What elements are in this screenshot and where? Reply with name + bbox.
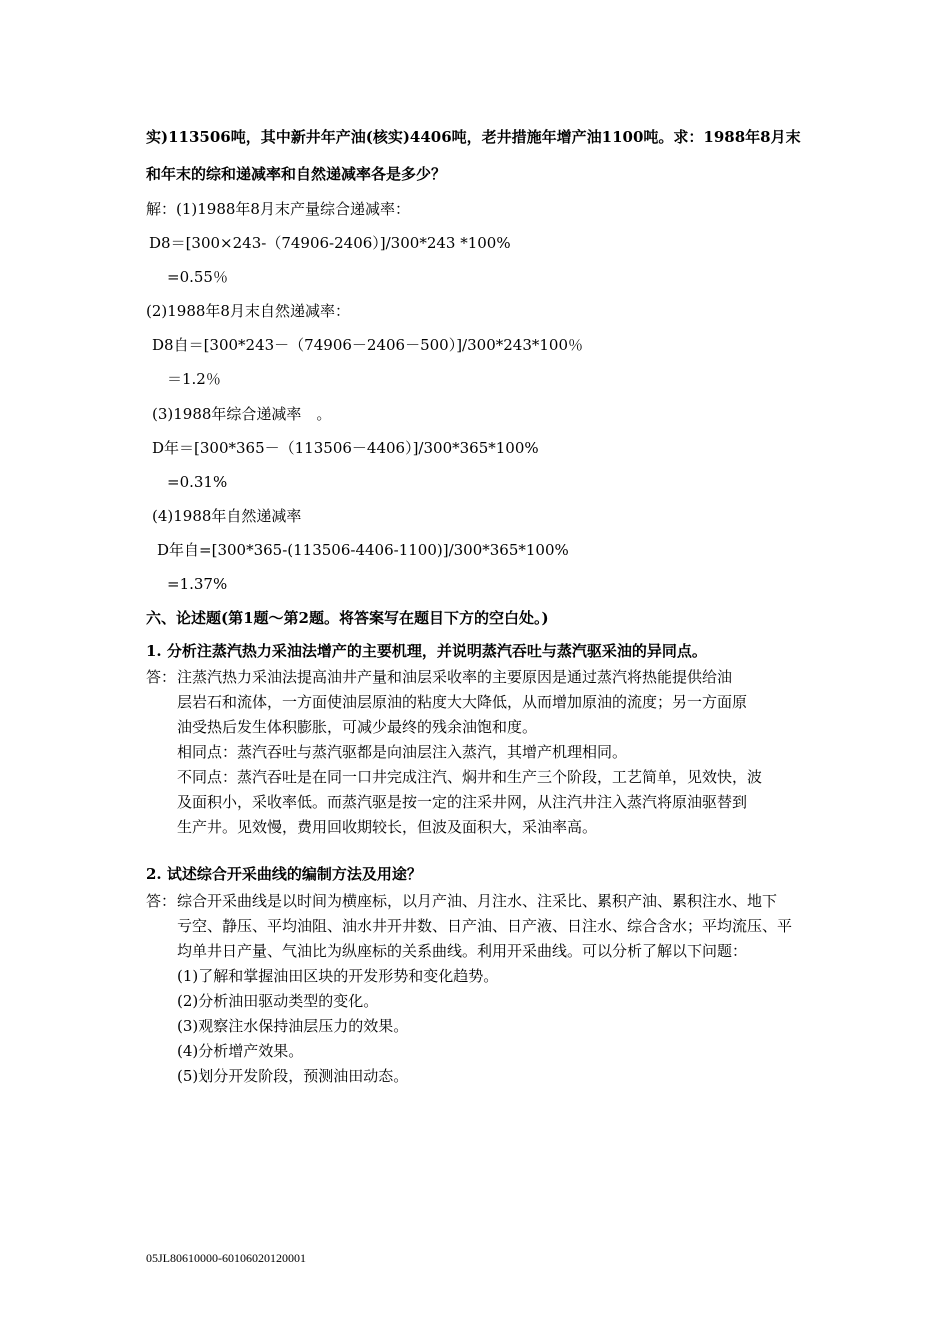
answer-1-line: 相同点：蒸汽吞吐与蒸汽驱都是向油层注入蒸汽，其增产机理相同。 [177, 743, 628, 761]
formula-2: D8自＝[300*243－（74906－2406－500）]/300*243*100％ [152, 336, 584, 354]
heading-3: (3)1988年综合递减率 。 [152, 405, 332, 423]
answer-1-line: 不同点：蒸汽吞吐是在同一口井完成注汽、焖井和生产三个阶段，工艺简单，见效快，波 [177, 768, 763, 786]
answer-1-line: 油受热后发生体积膨胀，可减少最终的残余油饱和度。 [177, 718, 538, 736]
result-3: =0.31% [167, 473, 228, 491]
answer-label-1: 答： [146, 668, 177, 686]
result-1: =0.55％ [167, 268, 228, 286]
answer-2-line: (5)划分开发阶段，预测油田动态。 [177, 1067, 409, 1085]
answer-2-line: (4)分析增产效果。 [177, 1042, 304, 1060]
answer-2-line: 亏空、静压、平均油阻、油水井开井数、日产油、日产液、日注水、综合含水；平均流压、平 [177, 917, 793, 935]
answer-2-line: 综合开采曲线是以时间为横座标，以月产油、月注水、注采比、累积产油、累积注水、地下 [177, 892, 778, 910]
answer-1-line: 层岩石和流体，一方面使油层原油的粘度大大降低，从而增加原油的流度；另一方面原 [177, 693, 748, 711]
problem-line-1: 实)113506吨，其中新井年产油(核实)4406吨，老井措施年增产油1100吨。求：1988年8月末 [146, 128, 801, 146]
heading-2: (2)1988年8月末自然递减率： [146, 302, 350, 320]
answer-1-line: 生产井。见效慢，费用回收期较长，但波及面积大，采油率高。 [177, 818, 598, 836]
answer-1-line: 注蒸汽热力采油法提高油井产量和油层采收率的主要原因是通过蒸汽将热能提供给油 [177, 668, 733, 686]
footer-code: 05JL80610000-60106020120001 [146, 1251, 306, 1265]
problem-line-2: 和年末的综和递减率和自然递减率各是多少？ [146, 165, 447, 183]
question-1: 1. 分析注蒸汽热力采油法增产的主要机理，并说明蒸汽吞吐与蒸汽驱采油的异同点。 [146, 642, 707, 660]
answer-1-line: 及面积小，采收率低。而蒸汽驱是按一定的注采井网，从注汽井注入蒸汽将原油驱替到 [177, 793, 748, 811]
solution-intro: 解：(1)1988年8月末产量综合递减率： [146, 200, 410, 218]
answer-2-line: (1)了解和掌握油田区块的开发形势和变化趋势。 [177, 967, 499, 985]
formula-1: D8＝[300×243-（74906-2406）]/300*243 *100% [149, 234, 511, 252]
result-2: ＝1.2％ [167, 370, 221, 388]
answer-label-2: 答： [146, 892, 177, 910]
result-4: =1.37% [167, 575, 228, 593]
answer-2-line: 均单井日产量、气油比为纵座标的关系曲线。利用开采曲线。可以分析了解以下问题： [177, 942, 748, 960]
question-2: 2. 试述综合开采曲线的编制方法及用途？ [146, 865, 422, 883]
formula-4: D年自=[300*365-(113506-4406-1100)]/300*365*100% [157, 541, 569, 559]
answer-2-line: (2)分析油田驱动类型的变化。 [177, 992, 379, 1010]
section-title: 六、论述题(第1题～第2题。将答案写在题目下方的空白处。) [146, 609, 549, 627]
formula-3: D年＝[300*365－（113506－4406）]/300*365*100% [152, 439, 539, 457]
heading-4: (4)1988年自然递减率 [152, 507, 302, 525]
answer-2-line: (3)观察注水保持油层压力的效果。 [177, 1017, 409, 1035]
